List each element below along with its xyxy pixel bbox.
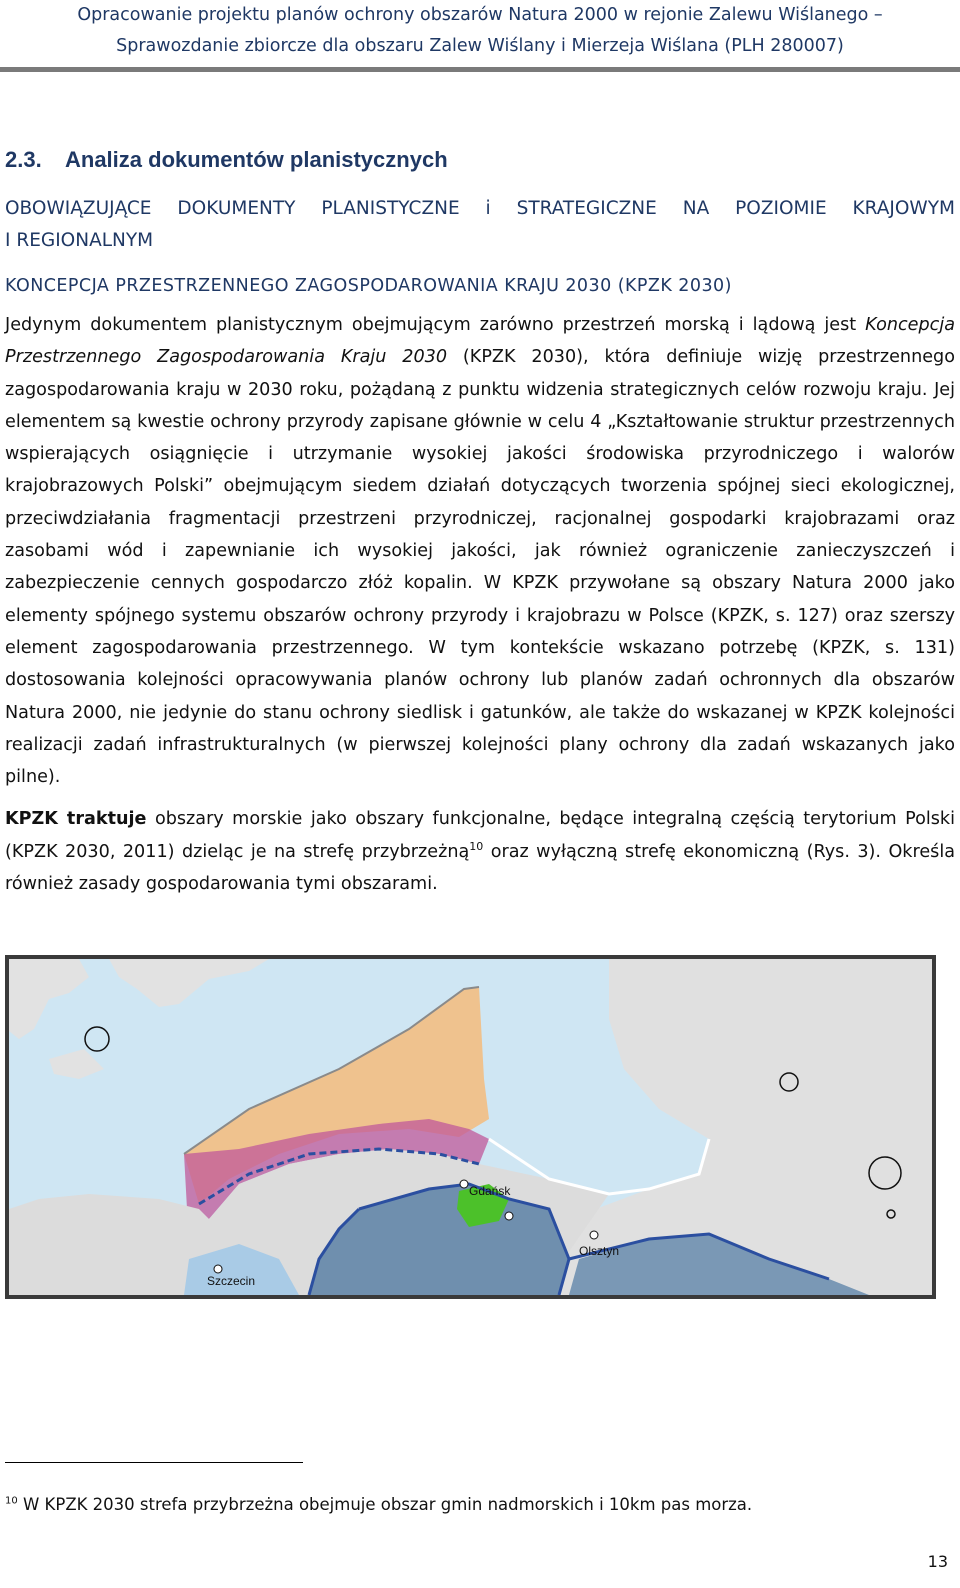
section-heading xyxy=(5,145,955,175)
document-title: KONCEPCJA PRZESTRZENNEGO ZAGOSPODAROWANIA KRAJU 2030 (KPZK 2030) xyxy=(5,276,732,296)
section-title: Analiza dokumentów planistycznych xyxy=(65,147,448,172)
gdansk-marker xyxy=(460,1180,468,1188)
footnote-text: W KPZK 2030 strefa przybrzeżna obejmuje obszar gmin nadmorskich i 10km pas morza. xyxy=(22,1495,753,1514)
label-szczecin: Szczecin xyxy=(207,1274,256,1288)
footnote-rule xyxy=(5,1462,303,1463)
paragraph-2-bold: KPZK traktuje xyxy=(5,809,147,830)
header-rule xyxy=(0,67,960,72)
label-olsztyn: Olsztyn xyxy=(579,1244,620,1258)
subheading-line-1: OBOWIĄZUJĄCE DOKUMENTY PLANISTYCZNE i STRATEGICZNE NA POZIOMIE KRAJOWYM xyxy=(5,198,955,219)
subheading-line-2: I REGIONALNYM xyxy=(5,230,154,251)
paragraph-2-part-1: obszary morskie jako obszary funkcjonalne, będące integralną częścią terytorium Polski (KPZK 2030, 2011) dzieląc je na strefę przybrzeżną xyxy=(5,809,956,862)
section-number: 2.3. xyxy=(5,147,42,172)
main-content xyxy=(5,145,955,900)
page-number: 13 xyxy=(927,1552,948,1571)
olsztyn-marker xyxy=(590,1231,598,1239)
paragraph-2 xyxy=(5,803,955,900)
map-figure xyxy=(5,955,936,1299)
footnote xyxy=(5,1495,752,1514)
paragraph-1-italic: Koncepcja Przestrzennego Zagospodarowania Kraju 2030 xyxy=(5,315,956,368)
map-svg xyxy=(9,959,932,1295)
paragraph-1 xyxy=(5,309,955,793)
header-line-1: Opracowanie projektu planów ochrony obszarów Natura 2000 w rejonie Zalewu Wiślanego – xyxy=(77,5,883,25)
footnote-reference[interactable]: 10 xyxy=(469,839,484,853)
szczecin-marker xyxy=(214,1265,222,1273)
subheading xyxy=(5,193,955,257)
paragraph-1-part-2: (KPZK 2030), która definiuje wizję przestrzennego zagospodarowania kraju w 2030 roku, pożądaną z punktu widzenia strategicznych celów rozwoju kraju. Jej elementem są kwestie ochrony przyrody zapisane głównie w celu 4 „Kształtowanie struktur przestrzennych wspierających osiągnięcie i utrzymanie wysokiej jakości środowiska przyrodniczego i walorów krajobrazowych Polski” obejmującym siedem działań dotyczących tworzenia spójnej sieci ekologicznej, przeciwdziałania fragmentacji przestrzeni przyrodniczej, racjonalnej gospodarki krajobrazami oraz zasobami wód i zapewnianie ich wysokiej jakości, jak również ograniczenie zanieczyszczeń i zabezpieczenie cennych gospodarczo złóż kopalin. W KPZK przywołane są obszary Natura 2000 jako elementy spójnego systemu obszarów ochrony przyrody i krajobrazu w Polsce (KPZK, s. 127) oraz szerszy element zagospodarowania przestrzennego. W tym kontekście wskazano potrzebę (KPZK, s. 131) dostosowania kolejności opracowywania planów ochrony lub planów zadań ochronnych dla obszarów Natura 2000, nie jedynie do stanu ochrony siedlisk i gatunków, ale także do wskazanej w KPZK kolejności realizacji zadań infrastrukturalnych (w pierwszej kolejności plany ochrony dla zadań wskazanych jako pilne). xyxy=(5,347,955,788)
paragraph-2-part-2: oraz wyłączną strefę ekonomiczną (Rys. 3). Określa również zasady gospodarowania tymi obszarami. xyxy=(5,841,956,895)
paragraph-1-part-1: Jedynym dokumentem planistycznym obejmującym zarówno przestrzeń morską i lądową jest xyxy=(5,315,857,335)
footnote-number: 10 xyxy=(5,1495,18,1507)
running-header xyxy=(0,0,960,62)
header-line-2: Sprawozdanie zbiorcze dla obszaru Zalew Wiślany i Mierzeja Wiślana (PLH 280007) xyxy=(116,36,844,56)
label-gdansk: Gdańsk xyxy=(469,1184,511,1198)
town-marker xyxy=(505,1212,513,1220)
